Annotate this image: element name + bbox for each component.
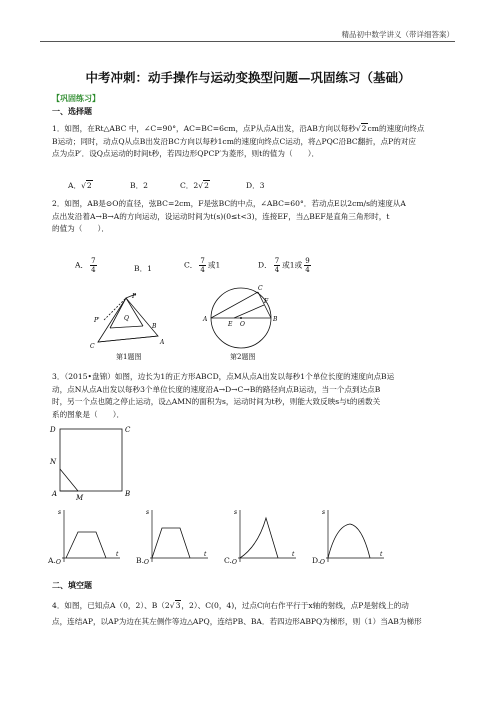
axis-t-label: t bbox=[292, 551, 295, 558]
fig2-label-E: E bbox=[228, 321, 233, 328]
figure-1-caption: 第1题图 bbox=[116, 353, 142, 361]
graph-option-a bbox=[52, 506, 124, 566]
q1-option-c: C．2√2 bbox=[180, 181, 209, 190]
q1-line1: 1．如图，在Rt△ABC 中，∠C=90°，AC=BC=6cm，点P从点A出发，沿AB方向以每秒 bbox=[52, 124, 356, 133]
fig2-label-B: B bbox=[273, 316, 278, 323]
q3-line3: 时，另一个点也随之停止运动，设△AMN的面积为s，运动时间为t秒，则能大致反映s与t的函数关 bbox=[52, 397, 381, 406]
q1-line2: B运动；同时，动点Q从点B出发沿BC方向以每秒1cm的速度向终点C运动，将△PQC沿BC翻折，点P的对应 bbox=[52, 136, 417, 146]
curve bbox=[152, 528, 190, 558]
q1-line3: 点为点P′．设Q点运动的时间t秒，若四边形QPCP′为菱形，则t的值为（ ）． bbox=[52, 149, 320, 158]
axis-s-label: s bbox=[58, 509, 62, 516]
axis-t-label: t bbox=[116, 551, 119, 558]
axis-s-label: s bbox=[146, 509, 150, 516]
q1-option-d: D．3 bbox=[246, 181, 265, 190]
q4-line2: 点，连结AP，以AP为边在其左侧作等边△APQ，连结PB、BA．若四边形ABPQ为梯形，则（1）当AB为梯形 bbox=[52, 617, 422, 626]
square-figure bbox=[48, 424, 138, 504]
q4-line1-b: ，2）、C(0，4)，过点C向右作平行于x轴的射线，点P是射线上的动 bbox=[181, 601, 409, 610]
q2-line3: 的值为（ ）． bbox=[52, 224, 109, 233]
curve bbox=[240, 518, 278, 558]
graph-option-label: C. bbox=[224, 556, 232, 565]
q3-line4: 系的图象是（ ）． bbox=[52, 409, 125, 419]
fig2-label-A: A bbox=[203, 316, 208, 323]
square-label-B: B bbox=[125, 490, 131, 498]
q3-line1: 3．（2015•盘锦）如图，边长为1的正方形ABCD，点M从点A出发以每秒1个单位长度的速度向点B运 bbox=[52, 372, 395, 381]
q2-option-b: B．1 bbox=[134, 264, 153, 273]
fig2-label-F: F bbox=[264, 298, 269, 305]
square-label-M: M bbox=[76, 494, 84, 502]
q3-line2: 动，点N从点A出发以每秒3个单位长度的速度沿A→D→C→B的路径向点B运动，当一个点到达点B bbox=[52, 384, 381, 394]
square-label-D: D bbox=[50, 426, 56, 434]
q1-option-b: B．2 bbox=[130, 181, 149, 190]
fig1-label-B: B bbox=[152, 323, 157, 330]
graph-option-b bbox=[140, 506, 212, 566]
question-3 bbox=[52, 371, 456, 421]
curve bbox=[328, 524, 370, 558]
origin-label: O bbox=[232, 559, 237, 566]
q2-line2: 点出发沿着A→B→A的方向运动，设运动时间为t(s)(0≤t<3)，连接EF，当△BEF是直角三角形时，t bbox=[52, 211, 390, 221]
figure-2-diagram bbox=[198, 282, 288, 352]
q2-option-c: C． $\frac{7}{4}$ 或1 bbox=[184, 257, 221, 274]
fig1-label-C: C bbox=[90, 343, 95, 350]
q1-option-a: A．√2 bbox=[68, 181, 92, 190]
q2-option-d: D． $\frac{7}{4}$ 或1或 $\frac{9}{4}$ bbox=[258, 257, 310, 274]
graph-option-label: A. bbox=[48, 556, 56, 565]
axis-s-label: s bbox=[234, 509, 238, 516]
header-text: 精品初中数学讲义（带详细答案） bbox=[341, 30, 454, 39]
axis-s-label: s bbox=[322, 509, 326, 516]
part-heading-fill: 二、填空题 bbox=[52, 580, 92, 590]
origin-label: O bbox=[56, 559, 61, 566]
square-label-N: N bbox=[50, 458, 57, 466]
graph-option-d bbox=[316, 506, 388, 566]
axis-t-label: t bbox=[204, 551, 207, 558]
fig2-label-O: O bbox=[240, 321, 245, 328]
header-rule bbox=[40, 41, 455, 42]
question-2 bbox=[52, 198, 456, 236]
sqrt: √2 bbox=[355, 124, 367, 133]
graph-option-label: B. bbox=[136, 556, 144, 565]
q2-option-a: A． $\frac{7}{4}$ bbox=[75, 257, 96, 274]
sqrt: √3 bbox=[169, 601, 181, 610]
graph-option-label: D. bbox=[312, 556, 321, 565]
fig1-label-Pprime: P' bbox=[94, 317, 100, 324]
figure-1-diagram bbox=[88, 290, 178, 350]
q1-line1-end: cm的速度向终点 bbox=[367, 124, 425, 133]
graph-option-c bbox=[228, 506, 300, 566]
origin-label: O bbox=[320, 559, 325, 566]
section-tag: 【巩固练习】 bbox=[52, 93, 100, 103]
figure-2-caption: 第2题图 bbox=[230, 353, 256, 361]
curve bbox=[66, 532, 106, 558]
axis-t-label: t bbox=[380, 551, 383, 558]
fig2-label-C: C bbox=[258, 285, 263, 292]
origin-label: O bbox=[144, 559, 149, 566]
fig1-label-P: P bbox=[132, 293, 137, 300]
fig1-label-A: A bbox=[160, 339, 165, 346]
question-4 bbox=[52, 598, 456, 630]
q4-line1: 4．如图，已知点A（0，2）、B（2 bbox=[52, 601, 170, 610]
q2-line1: 2．如图，AB是⊙O的直径，弦BC=2cm，F是弦BC的中点，∠ABC=60°．若动点E以2cm/s的速度从A bbox=[52, 199, 406, 208]
part-heading-choice: 一、选择题 bbox=[52, 106, 92, 116]
fig1-label-Q: Q bbox=[124, 315, 129, 322]
square-label-A: A bbox=[52, 490, 58, 498]
square-label-C: C bbox=[125, 426, 131, 434]
question-1 bbox=[52, 123, 456, 161]
page-title: 中考冲刺：动手操作与运动变换型问题—巩固练习（基础） bbox=[85, 70, 411, 85]
